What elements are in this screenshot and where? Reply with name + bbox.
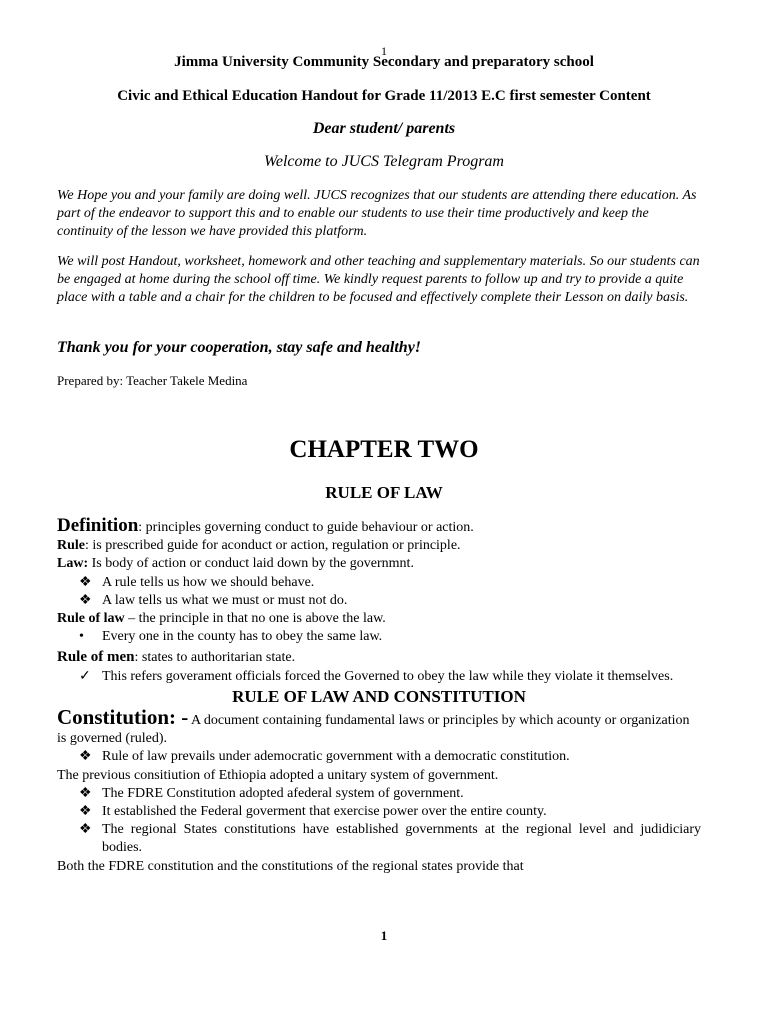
welcome-line: Welcome to JUCS Telegram Program xyxy=(264,153,504,170)
list-item xyxy=(57,821,701,857)
school-name: Jimma University Community Secondary and preparatory school xyxy=(174,54,594,70)
rule-of-men-text: : states to authoritarian state. xyxy=(134,650,296,666)
list-item xyxy=(57,628,701,646)
rule-of-men-term: Rule of men xyxy=(57,649,135,666)
rule-of-men-line xyxy=(57,648,701,667)
top-page-number: 1 xyxy=(381,44,387,58)
section-title: RULE OF LAW AND CONSTITUTION xyxy=(232,686,526,706)
diamond-bullet-icon: ❖ xyxy=(79,822,92,838)
footer-page-number: 1 xyxy=(380,928,388,943)
handout-title: Civic and Ethical Education Handout for Grade 11/2013 E.C first semester Content xyxy=(117,88,651,104)
list-item xyxy=(57,803,701,821)
rule-of-law-bullet: Every one in the county has to obey the same law. xyxy=(102,629,383,645)
list-item xyxy=(57,574,701,592)
list-item xyxy=(57,668,701,686)
chapter-title: CHAPTER TWO xyxy=(289,436,479,463)
rule-of-law-line xyxy=(57,610,701,628)
rule-of-law-term: Rule of law xyxy=(57,611,125,627)
law-term: Law: xyxy=(57,556,89,572)
rule-of-law-text: – the principle in that no one is above the law. xyxy=(124,611,386,627)
definition-line xyxy=(57,517,701,537)
constitution-bullet: Rule of law prevails under ademocratic government with a democratic constitution. xyxy=(102,749,570,765)
thanks-line: Thank you for your cooperation, stay safe and healthy! xyxy=(57,339,422,356)
fdre-bullet-1: The FDRE Constitution adopted afederal system of government. xyxy=(102,785,464,801)
law-text: Is body of action or conduct laid down by the governmnt. xyxy=(88,556,414,572)
diamond-bullet-icon: ❖ xyxy=(79,804,92,820)
rule-line xyxy=(57,537,701,555)
constitution-line xyxy=(57,705,701,748)
prepared-by: Prepared by: Teacher Takele Medina xyxy=(57,373,248,388)
rule-of-men-check: This refers goverament officials forced the Governed to obey the law while they violate it themselves. xyxy=(102,668,674,684)
diamond-bullet-icon: ❖ xyxy=(79,574,92,590)
check-icon: ✓ xyxy=(79,668,91,684)
law-line xyxy=(57,555,701,573)
rule-term: Rule xyxy=(57,538,85,554)
list-item xyxy=(57,785,701,803)
greeting: Dear student/ parents xyxy=(312,120,456,137)
fdre-bullet-2: It established the Federal goverment that exercise power over the entire county. xyxy=(102,804,547,820)
diamond-bullet-icon: ❖ xyxy=(79,749,92,765)
law-bullet-2: A law tells us what we must or must not do. xyxy=(102,592,348,608)
diamond-bullet-icon: ❖ xyxy=(79,785,92,801)
letter-paragraph-2: We will post Handout, worksheet, homework and other teaching and supplementary materials. So our students can be engaged at home during the school off time. We kindly request parents to follow up and try to provide a quite place with a table and a chair for the children to be focused and effectively complete their Lesson on daily basis. xyxy=(57,254,700,305)
definition-term: Definition xyxy=(57,515,139,536)
fdre-bullet-3: The regional States constitutions have established governments at the regional level and judidiciary bodies. xyxy=(102,822,701,856)
both-constitutions-line: Both the FDRE constitution and the constitutions of the regional states provide that xyxy=(57,858,524,874)
rule-text: : is prescribed guide for aconduct or action, regulation or principle. xyxy=(85,538,461,554)
law-bullet-1: A rule tells us how we should behave. xyxy=(102,574,315,590)
list-item xyxy=(57,748,701,766)
chapter-subtitle: RULE OF LAW xyxy=(325,483,443,502)
list-item xyxy=(57,592,701,610)
previous-constitution-line: The previous consitiution of Ethiopia adopted a unitary system of government. xyxy=(57,767,499,783)
constitution-text: A document containing fundamental laws or principles by which acounty or organization is governed (ruled). xyxy=(57,713,690,747)
round-bullet-icon: • xyxy=(79,629,84,645)
letter-paragraph-1: We Hope you and your family are doing well. JUCS recognizes that our students are attending there education. As part of the endeavor to support this and to enable our students to use their time productively and keep the continuity of the lesson we have provided this platform. xyxy=(57,188,697,239)
chapter-body xyxy=(57,517,701,876)
definition-text: : principles governing conduct to guide behaviour or action. xyxy=(138,520,474,535)
diamond-bullet-icon: ❖ xyxy=(79,592,92,608)
constitution-term: Constitution: - xyxy=(57,705,189,730)
